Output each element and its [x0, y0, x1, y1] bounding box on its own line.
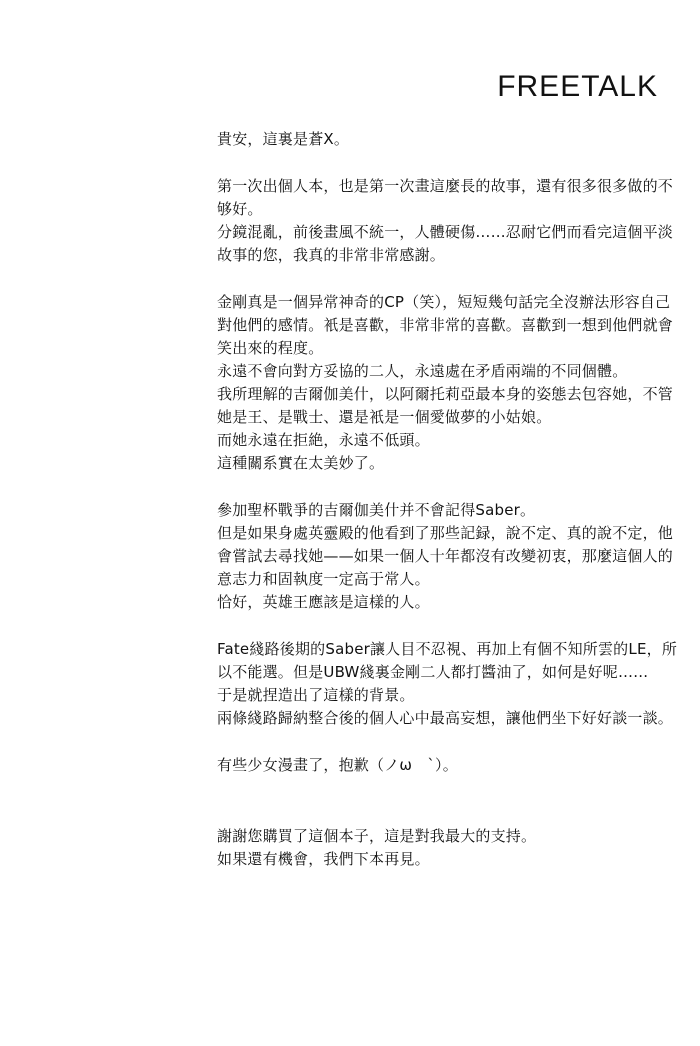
text-line: 我所理解的吉爾伽美什，以阿爾托莉亞最本身的姿態去包容她，不管: [217, 385, 674, 403]
text-line: 有些少女漫畫了，抱歉（ノω `）。: [217, 756, 458, 774]
text-line: 笑出來的程度。: [217, 339, 324, 357]
page-title: FREETALK: [497, 70, 658, 103]
text-line: 意志力和固執度一定高于常人。: [217, 570, 430, 588]
paragraph-routes: [217, 638, 678, 730]
text-line: 于是就捏造出了這樣的背景。: [217, 686, 415, 704]
freetalk-body: [217, 128, 678, 895]
text-line: 分鏡混亂，前後畫風不統一，人體硬傷……忍耐它們而看完這個平淡: [217, 223, 674, 241]
text-line: 對他們的感情。衹是喜歡，非常非常的喜歡。喜歡到一想到他們就會: [217, 316, 674, 334]
paragraph-thanks: [217, 825, 662, 871]
text-line: 貴安，這裏是蒼X。: [217, 130, 350, 148]
text-line: 但是如果身處英靈殿的他看到了那些記録，說不定、真的說不定，他: [217, 524, 674, 542]
text-line: 故事的您，我真的非常非常感謝。: [217, 246, 446, 264]
text-line: 永遠不會向對方妥協的二人，永遠處在矛盾兩端的不同個體。: [217, 362, 628, 380]
text-line: 恰好，英雄王應該是這樣的人。: [217, 593, 430, 611]
paragraph-greeting: [217, 128, 662, 151]
text-line: 謝謝您購買了這個本子，這是對我最大的支持。: [217, 827, 537, 845]
text-line: 以不能選。但是UBW綫裏金剛二人都打醬油了，如何是好呢……: [217, 663, 649, 681]
paragraph-holy-grail: [217, 499, 674, 614]
text-line: 會嘗試去尋找她——如果一個人十年都沒有改變初衷，那麼這個人的: [217, 547, 674, 565]
text-line: Fate綫路後期的Saber讓人目不忍視、再加上有個不知所雲的LE，所: [217, 640, 678, 658]
text-line: 參加聖杯戰爭的吉爾伽美什并不會記得Saber。: [217, 501, 536, 519]
text-line: 她是王、是戰士、還是衹是一個愛做夢的小姑娘。: [217, 408, 552, 426]
text-line: 這種關系實在太美妙了。: [217, 454, 385, 472]
text-line: 够好。: [217, 200, 263, 218]
text-line: 第一次出個人本，也是第一次畫這麼長的故事，還有很多很多做的不: [217, 177, 674, 195]
text-line: 兩條綫路歸納整合後的個人心中最高妄想，讓他們坐下好好談一談。: [217, 709, 674, 727]
paragraph-intro: [217, 175, 674, 267]
text-line: 如果還有機會，我們下本再見。: [217, 850, 430, 868]
text-line: 而她永遠在拒絶，永遠不低頭。: [217, 431, 430, 449]
text-line: 金剛真是一個异常神奇的CP（笑），短短幾句話完全沒辦法形容自己: [217, 293, 671, 311]
paragraph-apology: [217, 754, 662, 777]
paragraph-cp: [217, 291, 674, 475]
